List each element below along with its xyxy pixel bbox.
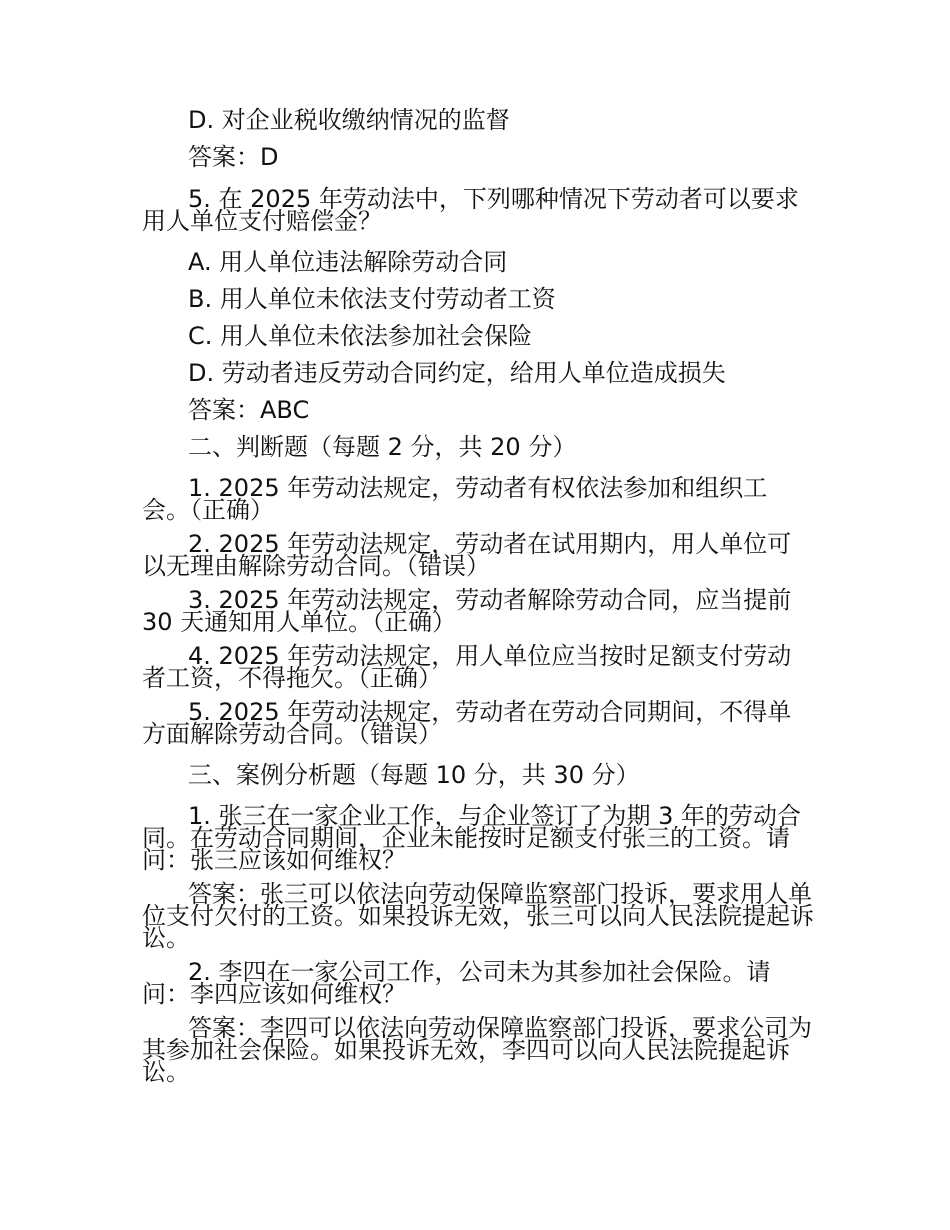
- tf-item-1: 1. 2025 年劳动法规定，劳动者有权依法参加和组织工会。（正确）: [142, 474, 768, 524]
- case-1-question: 1. 张三在一家企业工作，与企业签订了为期 3 年的劳动合同。在劳动合同期间，企业未能按时足额支付张三的工资。请问：张三应该如何维权？: [142, 802, 802, 874]
- tf-item-2: 2. 2025 年劳动法规定，劳动者在试用期内，用人单位可以无理由解除劳动合同。（错误）: [142, 530, 792, 580]
- answer-q4: 答案：D: [188, 143, 279, 171]
- option-a-q5: A. 用人单位违法解除劳动合同: [188, 248, 508, 276]
- option-b-q5: B. 用人单位未依法支付劳动者工资: [188, 285, 556, 313]
- option-d-q4: D. 对企业税收缴纳情况的监督: [188, 106, 510, 134]
- option-d-q5: D. 劳动者违反劳动合同约定，给用人单位造成损失: [188, 359, 726, 387]
- case-1-answer: 答案：张三可以依法向劳动保障监察部门投诉，要求用人单位支付欠付的工资。如果投诉无效，张三可以向人民法院提起诉讼。: [142, 880, 814, 952]
- section-heading-true-false: 二、判断题（每题 2 分，共 20 分）: [188, 433, 577, 461]
- answer-q5: 答案：ABC: [188, 396, 310, 424]
- question-5: 5. 在 2025 年劳动法中，下列哪种情况下劳动者可以要求用人单位支付赔偿金？: [142, 185, 799, 235]
- tf-item-5: 5. 2025 年劳动法规定，劳动者在劳动合同期间，不得单方面解除劳动合同。（错误）: [142, 698, 792, 748]
- document-body: [142, 102, 814, 1095]
- case-2-question: 2. 李四在一家公司工作，公司未为其参加社会保险。请问：李四应该如何维权？: [142, 958, 771, 1008]
- case-2-answer: 答案：李四可以依法向劳动保障监察部门投诉，要求公司为其参加社会保险。如果投诉无效，李四可以向人民法院提起诉讼。: [142, 1014, 812, 1086]
- option-c-q5: C. 用人单位未依法参加社会保险: [188, 322, 533, 350]
- section-heading-case-analysis: 三、案例分析题（每题 10 分，共 30 分）: [188, 761, 640, 789]
- tf-item-3: 3. 2025 年劳动法规定，劳动者解除劳动合同，应当提前 30 天通知用人单位。（正确）: [142, 586, 792, 636]
- tf-item-4: 4. 2025 年劳动法规定，用人单位应当按时足额支付劳动者工资，不得拖欠。（正确）: [142, 642, 792, 692]
